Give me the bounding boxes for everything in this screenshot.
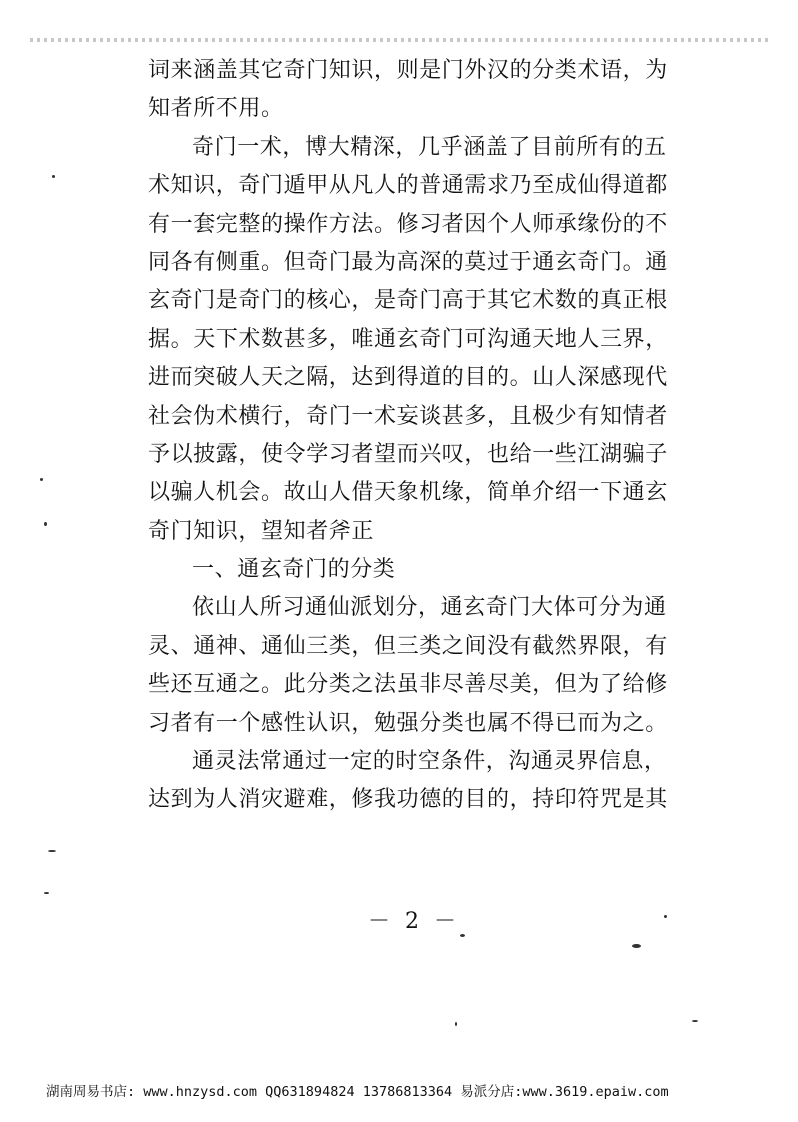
text-line: 同各有侧重。但奇门最为高深的莫过于通玄奇门。通 xyxy=(148,249,668,275)
scan-speck xyxy=(664,915,667,918)
text-line: 灵、通神、通仙三类，但三类之间没有截然界限，有 xyxy=(148,633,668,659)
footer-watermark: 湖南周易书店: www.hnzysd.com QQ631894824 13786813364 易派分店:www.3619.epaiw.com xyxy=(46,1084,669,1100)
scan-speck xyxy=(460,934,465,937)
page-number: － 2 － xyxy=(368,909,460,934)
section-heading: 一、通玄奇门的分类 xyxy=(192,557,396,583)
paragraph-start-line: 依山人所习通仙派划分，通玄奇门大体可分为通 xyxy=(192,595,667,621)
scan-speck xyxy=(40,478,43,481)
paragraph-start-line: 通灵法常通过一定的时空条件，沟通灵界信息， xyxy=(192,749,667,775)
scan-speck xyxy=(52,175,55,178)
scan-border-artifact xyxy=(30,38,770,42)
text-line: 知者所不用。 xyxy=(148,96,284,122)
scan-speck xyxy=(455,1022,457,1026)
text-line: 据。天下术数甚多，唯通玄奇门可沟通天地人三界， xyxy=(148,326,668,352)
text-line: 奇门知识，望知者斧正 xyxy=(148,518,375,544)
text-line: 进而突破人天之隔，达到得道的目的。山人深感现代 xyxy=(148,365,668,391)
text-line: 术知识，奇门遁甲从凡人的普通需求乃至成仙得道都 xyxy=(148,173,668,199)
text-line: 词来涵盖其它奇门知识，则是门外汉的分类术语，为 xyxy=(148,58,668,83)
paragraph-start-line: 奇门一术，博大精深，几乎涵盖了目前所有的五 xyxy=(192,134,667,160)
scan-speck xyxy=(48,850,56,852)
scan-speck xyxy=(692,1020,698,1022)
scan-speck xyxy=(44,892,49,894)
body-text xyxy=(148,52,688,820)
scan-speck xyxy=(44,522,47,526)
text-line: 些还互通之。此分类之法虽非尽善尽美，但为了给修 xyxy=(148,672,668,698)
text-line: 习者有一个感性认识，勉强分类也属不得已而为之。 xyxy=(148,710,668,736)
text-line: 达到为人消灾避难，修我功德的目的，持印符咒是其 xyxy=(148,787,668,813)
text-line: 以骗人机会。故山人借天象机缘，简单介绍一下通玄 xyxy=(148,480,668,506)
scan-speck xyxy=(632,944,641,948)
text-line: 有一套完整的操作方法。修习者因个人师承缘份的不 xyxy=(148,211,668,237)
text-line: 社会伪术横行，奇门一术妄谈甚多，且极少有知情者 xyxy=(148,403,668,429)
text-line: 玄奇门是奇门的核心，是奇门高于其它术数的真正根 xyxy=(148,288,668,314)
text-line: 予以披露，使令学习者望而兴叹，也给一些江湖骗子 xyxy=(148,441,668,467)
